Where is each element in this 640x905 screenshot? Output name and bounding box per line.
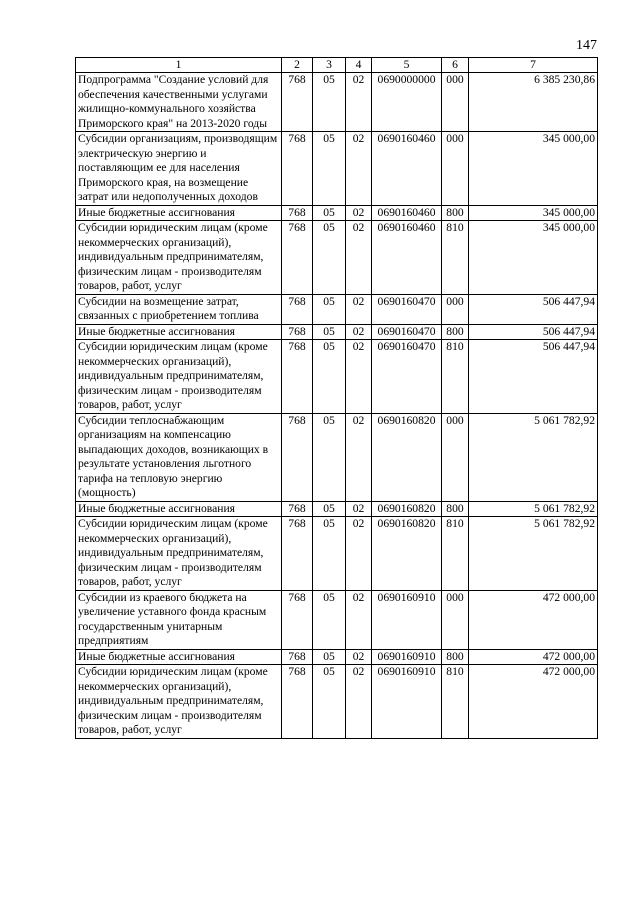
section-code: 05: [313, 590, 346, 649]
table-row: [76, 340, 598, 414]
amount: 345 000,00: [469, 221, 598, 295]
target-article-code: 0690160910: [372, 649, 442, 665]
section-code: 05: [313, 649, 346, 665]
amount: 5 061 782,92: [469, 517, 598, 591]
table-row: [76, 413, 598, 501]
expense-type-code: 810: [442, 221, 469, 295]
target-article-code: 0690160470: [372, 324, 442, 340]
row-name: Иные бюджетные ассигнования: [76, 324, 282, 340]
subsection-code: 02: [346, 132, 372, 206]
column-header: 1: [76, 58, 282, 73]
subsection-code: 02: [346, 665, 372, 739]
expense-type-code: 800: [442, 324, 469, 340]
target-article-code: 0690160820: [372, 413, 442, 501]
amount: 506 447,94: [469, 340, 598, 414]
page-number: 147: [576, 38, 597, 53]
column-header: 6: [442, 58, 469, 73]
ministry-code: 768: [282, 221, 313, 295]
section-code: 05: [313, 294, 346, 324]
table-row: [76, 649, 598, 665]
row-name: Иные бюджетные ассигнования: [76, 205, 282, 221]
target-article-code: 0690160470: [372, 294, 442, 324]
target-article-code: 0690160820: [372, 517, 442, 591]
subsection-code: 02: [346, 340, 372, 414]
ministry-code: 768: [282, 665, 313, 739]
ministry-code: 768: [282, 205, 313, 221]
table-row: [76, 132, 598, 206]
row-name: Субсидии юридическим лицам (кроме некоммерческих организаций), индивидуальным предпринимателям, физическим лицам - производителям товаров, работ, услуг: [76, 340, 282, 414]
target-article-code: 0690160820: [372, 501, 442, 517]
subsection-code: 02: [346, 205, 372, 221]
table-row: [76, 294, 598, 324]
subsection-code: 02: [346, 590, 372, 649]
ministry-code: 768: [282, 590, 313, 649]
table-row: [76, 590, 598, 649]
amount: 5 061 782,92: [469, 413, 598, 501]
subsection-code: 02: [346, 517, 372, 591]
subsection-code: 02: [346, 649, 372, 665]
target-article-code: 0690160460: [372, 205, 442, 221]
column-header: 3: [313, 58, 346, 73]
ministry-code: 768: [282, 132, 313, 206]
expense-type-code: 000: [442, 132, 469, 206]
section-code: 05: [313, 665, 346, 739]
subsection-code: 02: [346, 413, 372, 501]
amount: 345 000,00: [469, 205, 598, 221]
amount: 5 061 782,92: [469, 501, 598, 517]
expense-type-code: 000: [442, 294, 469, 324]
section-code: 05: [313, 413, 346, 501]
column-header: 2: [282, 58, 313, 73]
ministry-code: 768: [282, 294, 313, 324]
table-row: [76, 501, 598, 517]
ministry-code: 768: [282, 413, 313, 501]
row-name: Субсидии юридическим лицам (кроме некоммерческих организаций), индивидуальным предпринимателям, физическим лицам - производителям товаров, работ, услуг: [76, 665, 282, 739]
amount: 506 447,94: [469, 294, 598, 324]
row-name: Субсидии теплоснабжающим организациям на компенсацию выпадающих доходов, возникающих в результате установления льготного тарифа на тепловую энергию (мощность): [76, 413, 282, 501]
ministry-code: 768: [282, 340, 313, 414]
amount: 472 000,00: [469, 649, 598, 665]
ministry-code: 768: [282, 73, 313, 132]
section-code: 05: [313, 73, 346, 132]
target-article-code: 0690160460: [372, 132, 442, 206]
expense-type-code: 800: [442, 649, 469, 665]
column-header: 5: [372, 58, 442, 73]
subsection-code: 02: [346, 501, 372, 517]
amount: 472 000,00: [469, 665, 598, 739]
amount: 6 385 230,86: [469, 73, 598, 132]
table-row: [76, 324, 598, 340]
subsection-code: 02: [346, 324, 372, 340]
expense-type-code: 810: [442, 340, 469, 414]
column-header: 7: [469, 58, 598, 73]
column-header: 4: [346, 58, 372, 73]
expense-type-code: 800: [442, 501, 469, 517]
table-row: [76, 205, 598, 221]
ministry-code: 768: [282, 517, 313, 591]
subsection-code: 02: [346, 221, 372, 295]
expense-type-code: 810: [442, 665, 469, 739]
section-code: 05: [313, 324, 346, 340]
subsection-code: 02: [346, 73, 372, 132]
row-name: Субсидии из краевого бюджета на увеличение уставного фонда красным государственным унитарным предприятиям: [76, 590, 282, 649]
row-name: Иные бюджетные ассигнования: [76, 501, 282, 517]
amount: 506 447,94: [469, 324, 598, 340]
ministry-code: 768: [282, 649, 313, 665]
row-name: Субсидии на возмещение затрат, связанных с приобретением топлива: [76, 294, 282, 324]
amount: 472 000,00: [469, 590, 598, 649]
table-row: [76, 665, 598, 739]
expense-type-code: 000: [442, 413, 469, 501]
section-code: 05: [313, 517, 346, 591]
ministry-code: 768: [282, 324, 313, 340]
budget-table: [75, 57, 598, 739]
section-code: 05: [313, 340, 346, 414]
expense-type-code: 800: [442, 205, 469, 221]
target-article-code: 0690160910: [372, 665, 442, 739]
row-name: Субсидии юридическим лицам (кроме некоммерческих организаций), индивидуальным предпринимателям, физическим лицам - производителям товаров, работ, услуг: [76, 221, 282, 295]
expense-type-code: 000: [442, 73, 469, 132]
row-name: Иные бюджетные ассигнования: [76, 649, 282, 665]
ministry-code: 768: [282, 501, 313, 517]
target-article-code: 0690160910: [372, 590, 442, 649]
target-article-code: 0690160460: [372, 221, 442, 295]
row-name: Субсидии организациям, производящим электрическую энергию и поставляющим ее для населения Приморского края, на возмещение затрат или недополученных доходов: [76, 132, 282, 206]
target-article-code: 0690160470: [372, 340, 442, 414]
table-row: [76, 73, 598, 132]
row-name: Подпрограмма "Создание условий для обеспечения качественными услугами жилищно-коммунального хозяйства Приморского края" на 2013-2020 годы: [76, 73, 282, 132]
section-code: 05: [313, 205, 346, 221]
expense-type-code: 810: [442, 517, 469, 591]
section-code: 05: [313, 501, 346, 517]
table-header-row: [76, 58, 598, 73]
target-article-code: 0690000000: [372, 73, 442, 132]
subsection-code: 02: [346, 294, 372, 324]
table-row: [76, 221, 598, 295]
expense-type-code: 000: [442, 590, 469, 649]
amount: 345 000,00: [469, 132, 598, 206]
section-code: 05: [313, 221, 346, 295]
row-name: Субсидии юридическим лицам (кроме некоммерческих организаций), индивидуальным предпринимателям, физическим лицам - производителям товаров, работ, услуг: [76, 517, 282, 591]
section-code: 05: [313, 132, 346, 206]
table-row: [76, 517, 598, 591]
